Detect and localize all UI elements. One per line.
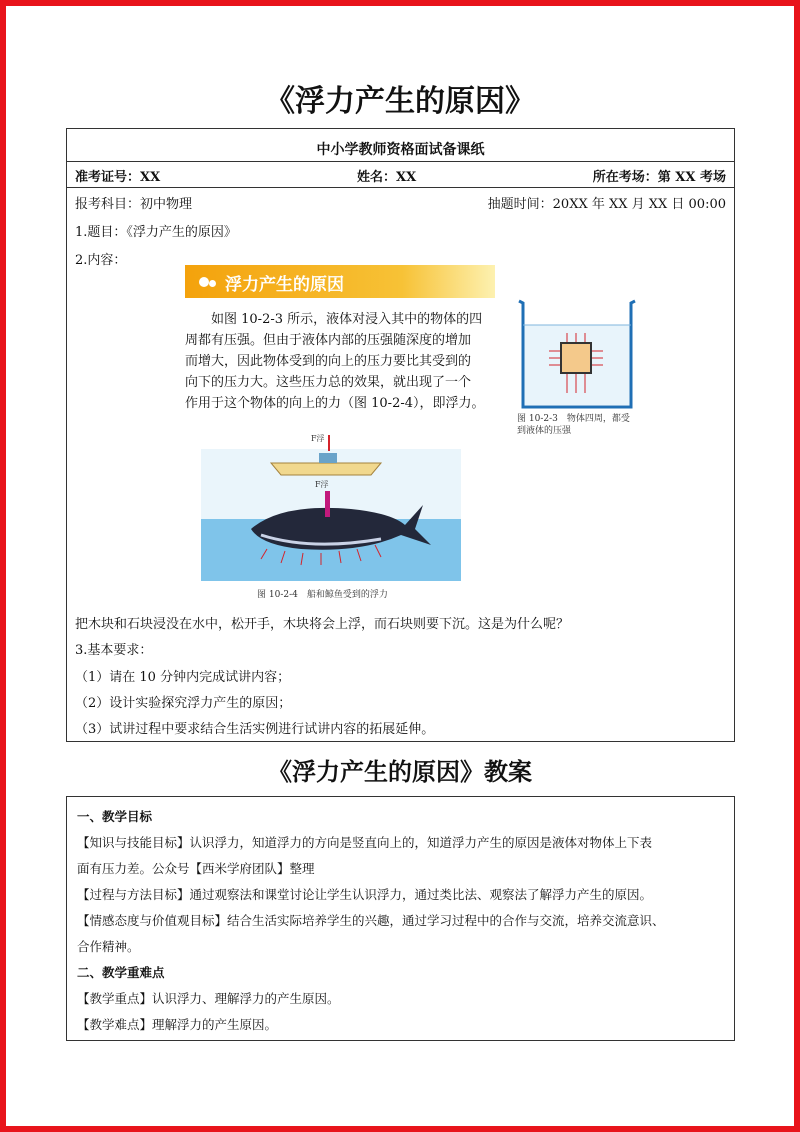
para-line: 周都有压强。但由于液体内部的压强随深度的增加 (185, 333, 472, 348)
candidate-name: 姓名：XX (357, 170, 417, 185)
banner-title: 浮力产生的原因 (225, 275, 344, 295)
page-title: 《浮力产生的原因》 (265, 84, 535, 119)
para-line: 如图 10-2-3 所示，液体对浸入其中的物体的四 (211, 312, 483, 327)
goal-knowledge: 【知识与技能目标】认识浮力，知道浮力的方向是竖直向上的，知道浮力产生的原因是液体对物体上下表 (77, 835, 653, 850)
textbook-banner (185, 265, 495, 298)
banner-dot-icon (209, 280, 216, 287)
exam-venue: 所在考场：第 XX 考场 (592, 170, 726, 185)
whale-force-label: F浮 (315, 480, 329, 489)
requirement-item: （3）试讲过程中要求结合生活实例进行试讲内容的拓展延伸。 (75, 722, 435, 737)
figure-caption-bottom: 图 10-2-4 船和鲸鱼受到的浮力 (257, 590, 388, 600)
banner-dot-icon (199, 277, 209, 287)
difficulty-point: 【教学难点】理解浮力的产生原因。 (77, 1017, 278, 1032)
goal-process: 【过程与方法目标】通过观察法和课堂讨论让学生认识浮力，通过类比法、观察法了解浮力产生的原因。 (77, 887, 653, 902)
para-line: 向下的压力大。这些压力总的效果，就出现了一个 (185, 375, 472, 390)
lesson-plan (66, 796, 735, 1041)
divider (67, 187, 734, 188)
draw-time: 抽题时间：20XX 年 XX 月 XX 日 00:00 (487, 197, 726, 212)
goal-attitude: 【情感态度与价值观目标】结合生活实际培养学生的兴趣，通过学习过程中的合作与交流，培养交流意识、 (77, 913, 665, 928)
goal-knowledge-cont: 面有压力差。公众号【西米学府团队】整理 (77, 861, 315, 876)
requirement-item: （2）设计实验探究浮力产生的原因； (75, 696, 292, 711)
requirement-item: （1）请在 10 分钟内完成试讲内容； (75, 670, 291, 685)
section-heading: 二、教学重难点 (77, 965, 165, 980)
boat-cabin (319, 453, 337, 463)
exam-subject: 报考科目：初中物理 (75, 197, 193, 212)
exam-id: 准考证号：XX (75, 170, 161, 185)
boat-whale-figure (201, 429, 461, 581)
boat (271, 463, 381, 475)
topic: 1.题目：《浮力产生的原因》 (75, 225, 237, 240)
key-point: 【教学重点】认识浮力、理解浮力的产生原因。 (77, 991, 340, 1006)
para-line: 而增大，因此物体受到的向上的压力要比其受到的 (185, 354, 472, 369)
submerged-cube (561, 343, 591, 373)
lesson-plan-title: 《浮力产生的原因》教案 (268, 757, 532, 786)
goal-attitude-cont: 合作精神。 (77, 939, 140, 954)
para-line: 作用于这个物体的向上的力（图 10-2-4），即浮力。 (185, 396, 485, 411)
card-header: 中小学教师资格面试备课纸 (316, 142, 485, 158)
beaker-figure (515, 297, 645, 412)
caption-line: 到液体的压强 (517, 426, 572, 436)
prep-card (66, 128, 735, 742)
boat-force-label: F浮 (311, 434, 325, 443)
section-heading: 一、教学目标 (77, 809, 153, 824)
question: 把木块和石块浸没在水中，松开手，木块将会上浮，而石块则要下沉。这是为什么呢？ (75, 617, 570, 632)
whale-force-arrow (325, 491, 330, 517)
divider (67, 161, 734, 162)
textbook-paragraph (185, 309, 505, 414)
requirements-label: 3.基本要求： (75, 643, 153, 658)
caption-line: 图 10-2-3 物体四周，都受 (517, 414, 630, 424)
content-label: 2.内容： (75, 253, 127, 268)
figure-caption-right (517, 413, 630, 437)
